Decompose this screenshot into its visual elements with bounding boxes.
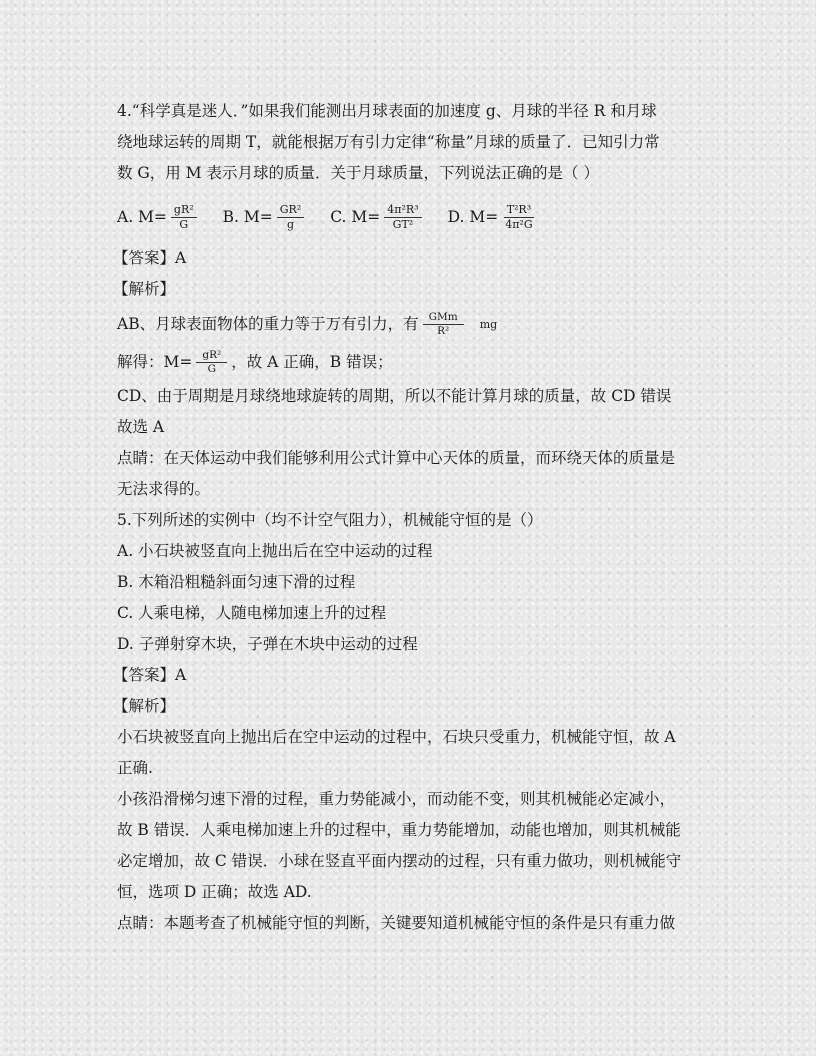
q4-stem-line-1: 4.“科学真是迷人．”如果我们能测出月球表面的加速度 g、月球的半径 R 和月球 [117,102,657,120]
q4-analysis-header: 【解析】 [113,280,176,298]
q4-note-line-2: 无法求得的。 [117,480,211,498]
fraction-denominator: G [179,217,189,231]
formula-fraction [423,311,464,338]
fraction-numerator: gR² [196,349,227,363]
q5-analysis-header: 【解析】 [113,697,176,715]
solve-prefix: 解得：M= [117,352,193,371]
q4-option-d [448,202,536,233]
formula-fraction [196,349,227,376]
q5-analysis-line-2: 正确. [117,759,153,777]
q4-choose: 故选 A [117,418,165,436]
fraction-numerator: 4π²R³ [384,203,421,218]
ab-text: AB、月球表面物体的重力等于万有引力，有 [117,314,419,333]
q4-answer: 【答案】A [113,249,187,267]
q5-stem: 5.下列所述的实例中（均不计空气阻力），机械能守恒的是（） [117,511,543,529]
fraction-numerator: GMm [423,311,464,325]
fraction-denominator: g [286,217,295,231]
q5-analysis-line-5: 必定增加，故 C 错误．小球在竖直平面内摆动的过程，只有重力做功，则机械能守 [117,852,682,870]
document-page [113,96,702,939]
option-label: D. M= [447,207,499,226]
q5-option-d: D. 子弹射穿木块，子弹在木块中运动的过程 [117,635,418,653]
q4-option-a [117,202,197,233]
q5-option-c: C. 人乘电梯，人随电梯加速上升的过程 [117,604,387,622]
fraction-denominator: GT² [392,217,414,231]
fraction-numerator: T²R³ [504,203,534,218]
q4-option-b [223,202,305,233]
q5-option-b: B. 木箱沿粗糙斜面匀速下滑的过程 [117,573,356,591]
option-label: C. M= [330,207,381,226]
q5-analysis-line-3: 小孩沿滑梯匀速下滑的过程，重力势能减小，而动能不变，则其机械能必定减小， [117,790,676,808]
formula-fraction [277,203,304,232]
q4-option-c [330,202,421,233]
q4-stem-line-3: 数 G，用 M 表示月球的质量．关于月球质量，下列说法正确的是（ ） [117,164,599,182]
q4-solve-line [117,343,702,381]
fraction-denominator: R² [437,324,450,337]
q5-analysis-line-1: 小石块被竖直向上抛出后在空中运动的过程中，石块只受重力，机械能守恒，故 A [117,728,676,746]
q5-option-a: A. 小石块被竖直向上抛出后在空中运动的过程 [117,542,433,560]
fraction-numerator: GR² [277,203,304,218]
q4-note-line-1: 点睛：在天体运动中我们能够利用公式计算中心天体的质量，而环绕天体的质量是 [117,449,676,467]
q5-analysis-line-4: 故 B 错误．人乘电梯加速上升的过程中，重力势能增加，动能也增加，则其机械能 [117,821,681,839]
option-label: B. M= [222,207,273,226]
formula-mg: mg [479,317,498,331]
formula-fraction [502,203,535,232]
formula-fraction [384,203,421,232]
formula-fraction [171,203,197,232]
fraction-denominator: G [207,362,216,375]
q5-answer: 【答案】A [113,666,187,684]
option-label: A. M= [117,207,167,226]
q5-analysis-line-6: 恒，选项 D 正确；故选 AD. [117,883,312,901]
fraction-denominator: 4π²G [505,217,533,231]
q4-options [117,197,702,237]
q4-stem-line-2: 绕地球运转的周期 T，就能根据万有引力定律“称量”月球的质量了．已知引力常 [117,133,660,151]
q5-analysis-line-7: 点睛：本题考查了机械能守恒的判断，关键要知道机械能守恒的条件是只有重力做 [117,914,676,932]
q4-cd-line: CD、由于周期是月球绕地球旋转的周期，所以不能计算月球的质量，故 CD 错误 [117,387,672,405]
fraction-numerator: gR² [171,203,197,218]
q4-ab-line [117,305,702,343]
solve-suffix: ，故 A 正确，B 错误； [231,352,393,371]
